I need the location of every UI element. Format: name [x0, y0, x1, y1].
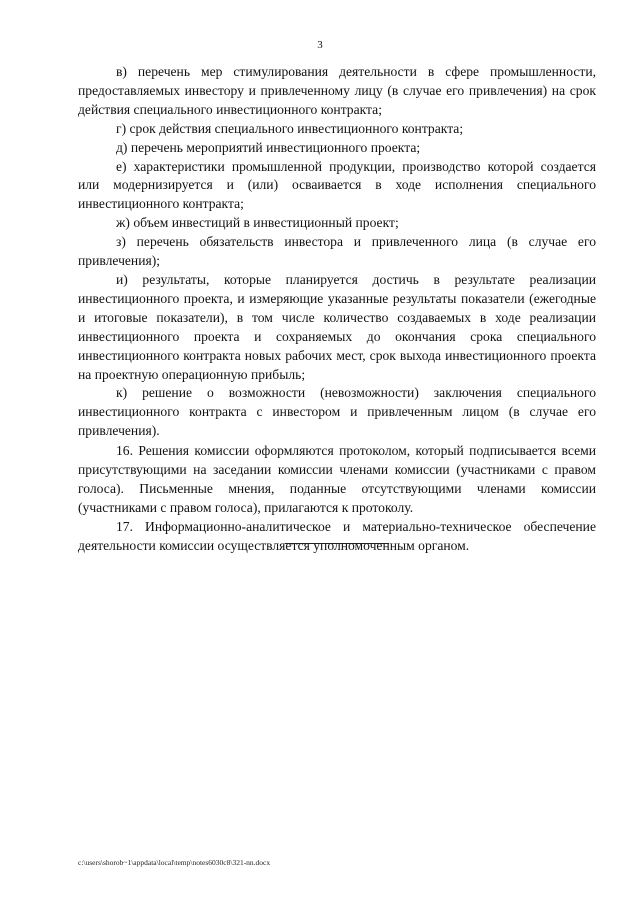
document-body [78, 63, 596, 556]
list-item-g: г) срок действия специального инвестиционного контракта; [116, 120, 464, 136]
list-item-e: е) характеристики промышленной продукции, производство которой создается или модернизируется и (или) осваивается в ходе исполнения специального инвестиционного контракта; [78, 158, 596, 212]
page-number: 3 [317, 39, 323, 51]
clause-17: 17. Информационно-аналитическое и материально-техническое обеспечение деятельности комиссии осуществляется уполномоченным органом. [78, 518, 596, 553]
list-item-i: и) результаты, которые планируется достичь в результате реализации инвестиционного проекта, и измеряющие указанные результаты показатели (ежегодные и итоговые показатели), в том числе количество создаваемых в ходе реализации инвестиционного проекта и сохраняемых до окончания срока специального инвестиционного контракта новых рабочих мест, срок выхода инвестиционного проекта на проектную операционную прибыль; [78, 271, 596, 382]
end-of-document-rule [285, 543, 389, 544]
list-item-d: д) перечень мероприятий инвестиционного проекта; [116, 139, 421, 155]
list-item-z: з) перечень обязательств инвестора и привлеченного лица (в случае его привлечения); [78, 234, 596, 269]
list-item-v: в) перечень мер стимулирования деятельности в сфере промышленности, предоставляемых инвестору и привлеченному лицу (в случае его привлечения) на срок действия специального инвестиционного контракта; [78, 64, 596, 117]
list-item-k: к) решение о возможности (невозможности) заключения специального инвестиционного контракта с инвестором и привлеченным лицом (в случае его привлечения). [78, 385, 596, 439]
list-item-zh: ж) объем инвестиций в инвестиционный проект; [116, 215, 399, 231]
footer-file-path: c:\users\shorob~1\appdata\local\temp\notes6030c8\321-nn.docx [78, 858, 271, 867]
clause-16: 16. Решения комиссии оформляются протоколом, который подписывается всеми присутствующими на заседании комиссии членами комиссии (участниками с правом голоса). Письменные мнения, поданные отсутствующими членами комиссии (участниками с правом голоса), прилагаются к протоколу. [78, 443, 596, 515]
